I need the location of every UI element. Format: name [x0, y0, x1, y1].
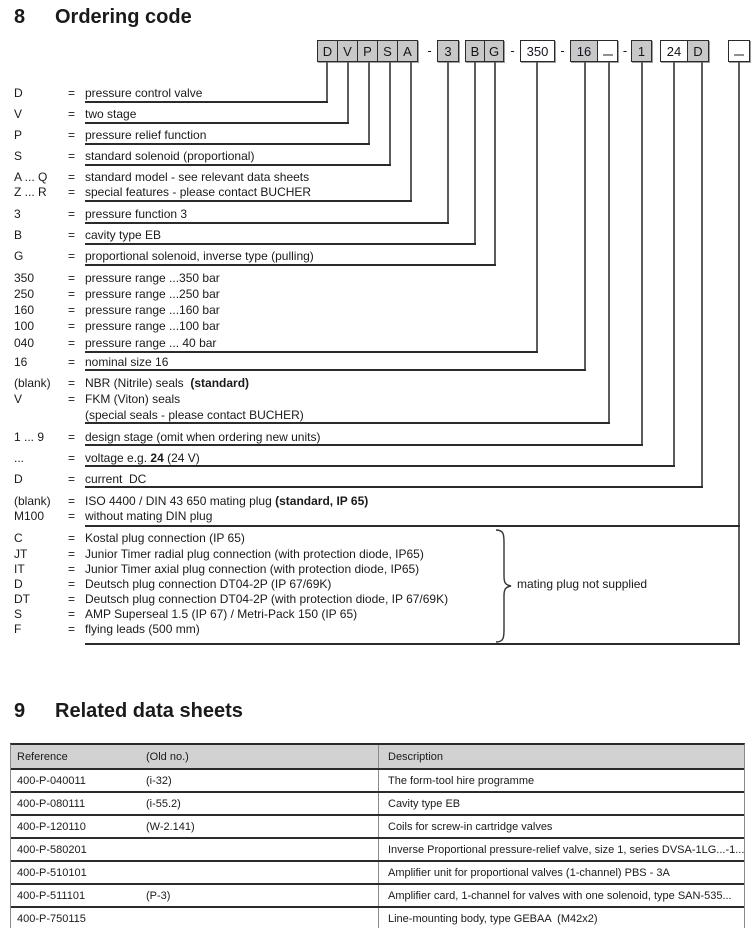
- row-description: flying leads (500 mm): [85, 622, 200, 636]
- ordering-code-row: [0, 336, 754, 352]
- row-description-segment: NBR (Nitrile) seals: [85, 376, 191, 390]
- row-description: standard model - see relevant data sheets: [85, 170, 310, 184]
- row-label: (blank): [14, 494, 51, 508]
- code-box-G: G: [484, 40, 504, 62]
- table-row: [11, 906, 744, 928]
- row-label: S: [14, 607, 23, 621]
- row-description: [85, 494, 368, 508]
- ordering-code-row: [0, 128, 754, 144]
- row-description: pressure range ...160 bar: [85, 303, 220, 317]
- row-label: JT: [14, 547, 28, 561]
- ordering-code-row: [0, 319, 754, 335]
- row-label: G: [14, 249, 24, 263]
- row-label: A ... Q: [14, 170, 48, 184]
- row-description: pressure range ...100 bar: [85, 319, 220, 333]
- row-label: V: [14, 107, 23, 121]
- row-equals: =: [68, 392, 76, 406]
- ordering-code-row: [0, 228, 754, 244]
- row-equals: =: [68, 472, 76, 486]
- row-label: (blank): [14, 376, 51, 390]
- code-box-D: D: [687, 40, 709, 62]
- code-separator-dash: -: [622, 43, 628, 58]
- row-label: 350: [14, 271, 35, 285]
- row-label: S: [14, 149, 23, 163]
- cell-reference: 400-P-580201: [17, 843, 87, 856]
- row-label: ...: [14, 451, 25, 465]
- row-equals: =: [68, 128, 76, 142]
- row-equals: =: [68, 107, 76, 121]
- ordering-code-row: [0, 408, 754, 424]
- ordering-code-row: [0, 562, 754, 578]
- cell-reference: 400-P-750115: [17, 912, 86, 925]
- ordering-code-row: [0, 287, 754, 303]
- row-description: pressure control valve: [85, 86, 203, 100]
- table-row: [11, 791, 744, 814]
- row-label: F: [14, 622, 22, 636]
- row-description: FKM (Viton) seals: [85, 392, 181, 406]
- row-equals: =: [68, 249, 76, 263]
- code-separator-dash: -: [427, 43, 432, 58]
- ordering-code-row: [0, 376, 754, 392]
- cell-reference: 400-P-040011: [17, 774, 86, 787]
- cell-old-no: (P-3): [146, 889, 171, 902]
- ordering-code-row: [0, 494, 754, 510]
- ordering-code-row: [0, 392, 754, 408]
- row-description: Junior Timer axial plug connection (with protection diode, IP65): [85, 562, 420, 576]
- row-description: Junior Timer radial plug connection (with protection diode, IP65): [85, 547, 424, 561]
- row-description: Kostal plug connection (IP 65): [85, 531, 245, 545]
- row-label: P: [14, 128, 23, 142]
- code-box-1: 1: [631, 40, 652, 62]
- cell-old-no: [146, 839, 378, 860]
- code-box-group: [728, 40, 750, 62]
- row-description: standard solenoid (proportional): [85, 149, 255, 163]
- row-description: [85, 376, 249, 390]
- connector-line-horizontal: [85, 643, 740, 645]
- ordering-code-row: [0, 430, 754, 446]
- ordering-code-row: [0, 355, 754, 371]
- row-description: current DC: [85, 472, 147, 486]
- cell-description: Inverse Proportional pressure-relief valve, size 1, series DVSA-1LG...-1...: [378, 839, 744, 860]
- row-label: D: [14, 472, 23, 486]
- table-row: [11, 837, 744, 860]
- table-header-row: [11, 745, 744, 768]
- row-equals: =: [68, 547, 76, 561]
- ordering-code-row: [0, 149, 754, 165]
- table-header-old-no: (Old no.): [146, 750, 189, 763]
- row-equals: =: [68, 86, 76, 100]
- code-box-group: [660, 40, 709, 62]
- row-equals: =: [68, 531, 76, 545]
- row-equals: =: [68, 228, 76, 242]
- row-description-segment: (standard): [190, 376, 250, 390]
- ordering-code-row: [0, 531, 754, 547]
- row-description: Deutsch plug connection DT04-2P (IP 67/69K): [85, 577, 332, 591]
- row-description: pressure range ... 40 bar: [85, 336, 217, 350]
- code-box-group: [317, 40, 418, 62]
- code-box-24: 24: [660, 40, 688, 62]
- row-label: IT: [14, 562, 25, 576]
- code-box-group: [570, 40, 618, 62]
- table-row: [11, 883, 744, 906]
- row-equals: =: [68, 170, 76, 184]
- cell-old-no: [146, 908, 378, 928]
- code-box-group: [437, 40, 459, 62]
- code-box-B: B: [465, 40, 485, 62]
- code-box-3: 3: [437, 40, 459, 62]
- row-description: pressure range ...250 bar: [85, 287, 220, 301]
- row-label: M100: [14, 509, 45, 523]
- ordering-code-row: [0, 509, 754, 525]
- section-9-heading: [0, 700, 754, 724]
- row-equals: =: [68, 607, 76, 621]
- section-8-number: 8: [14, 6, 26, 28]
- row-equals: =: [68, 592, 76, 606]
- row-equals: =: [68, 185, 76, 199]
- row-description: pressure range ...350 bar: [85, 271, 220, 285]
- cell-description: Cavity type EB: [378, 793, 744, 814]
- connector-line-horizontal: [85, 525, 740, 527]
- row-label: D: [14, 86, 23, 100]
- table-row: [11, 860, 744, 883]
- code-box-group: [465, 40, 504, 62]
- ordering-code-row: [0, 185, 754, 201]
- cell-description: Amplifier card, 1-channel for valves with one solenoid, type SAN-535...: [378, 885, 744, 906]
- cell-description: Coils for screw-in cartridge valves: [378, 816, 744, 837]
- row-description: pressure relief function: [85, 128, 207, 142]
- cell-description: Amplifier unit for proportional valves (1-channel) PBS - 3A: [378, 862, 744, 883]
- code-box-V: V: [337, 40, 358, 62]
- ordering-code-row: [0, 303, 754, 319]
- row-equals: =: [68, 319, 76, 333]
- mating-plug-note: mating plug not supplied: [517, 577, 648, 591]
- row-description-segment: voltage e.g.: [85, 451, 151, 465]
- code-box-P: P: [357, 40, 378, 62]
- row-description-segment: 24: [150, 451, 164, 465]
- section-9-title: Related data sheets: [55, 700, 243, 722]
- row-label: Z ... R: [14, 185, 47, 199]
- row-label: 16: [14, 355, 28, 369]
- ordering-code-row: [0, 107, 754, 123]
- code-box-blank: [728, 40, 750, 62]
- code-box-group: [520, 40, 555, 62]
- table-row: [11, 814, 744, 837]
- row-equals: =: [68, 336, 76, 350]
- code-box-16: 16: [570, 40, 598, 62]
- row-label: V: [14, 392, 23, 406]
- row-description: special features - please contact BUCHER: [85, 185, 312, 199]
- row-description: two stage: [85, 107, 137, 121]
- row-description: pressure function 3: [85, 207, 188, 221]
- blank-field-mark: [603, 54, 613, 56]
- cell-old-no: [146, 862, 378, 883]
- row-equals: =: [68, 562, 76, 576]
- code-box-S: S: [377, 40, 398, 62]
- row-equals: =: [68, 451, 76, 465]
- cell-reference: 400-P-120110: [17, 820, 86, 833]
- table-header-description: Description: [378, 745, 744, 768]
- row-description: proportional solenoid, inverse type (pulling): [85, 249, 314, 263]
- code-separator-dash: -: [560, 43, 565, 58]
- ordering-code-row: [0, 249, 754, 265]
- row-label: 250: [14, 287, 35, 301]
- table-header-reference: Reference: [17, 750, 68, 763]
- row-description: AMP Superseal 1.5 (IP 67) / Metri-Pack 150 (IP 65): [85, 607, 358, 621]
- section-8-title: Ordering code: [55, 6, 192, 28]
- row-equals: =: [68, 494, 76, 508]
- row-equals: =: [68, 271, 76, 285]
- row-label: 100: [14, 319, 35, 333]
- ordering-code-row: [0, 170, 754, 186]
- ordering-code-row: [0, 451, 754, 467]
- ordering-code-row: [0, 592, 754, 608]
- curly-brace-icon: [494, 528, 512, 644]
- row-equals: =: [68, 207, 76, 221]
- code-box-group: [631, 40, 652, 62]
- row-equals: =: [68, 509, 76, 523]
- cell-description: The form-tool hire programme: [378, 770, 744, 791]
- row-description: without mating DIN plug: [85, 509, 213, 523]
- row-description: design stage (omit when ordering new units): [85, 430, 321, 444]
- cell-reference: 400-P-511101: [17, 889, 86, 902]
- row-description-segment: (24 V): [163, 451, 200, 465]
- row-label: 160: [14, 303, 35, 317]
- row-label: B: [14, 228, 23, 242]
- row-description: [85, 451, 200, 465]
- code-box-blank: [597, 40, 618, 62]
- cell-description: Line-mounting body, type GEBAA (M42x2): [378, 908, 744, 928]
- row-label: D: [14, 577, 23, 591]
- row-equals: =: [68, 430, 76, 444]
- row-equals: =: [68, 287, 76, 301]
- ordering-code-row: [0, 207, 754, 223]
- row-equals: =: [68, 376, 76, 390]
- row-equals: =: [68, 577, 76, 591]
- row-description: (special seals - please contact BUCHER): [85, 408, 304, 422]
- ordering-code-row: [0, 622, 754, 638]
- section-9-number: 9: [14, 700, 26, 722]
- row-description: cavity type EB: [85, 228, 162, 242]
- cell-old-no: (i-32): [146, 774, 172, 787]
- table-row: [11, 768, 744, 791]
- cell-reference: 400-P-080111: [17, 797, 86, 810]
- ordering-code-row: [0, 472, 754, 488]
- row-description: Deutsch plug connection DT04-2P (with protection diode, IP 67/69K): [85, 592, 449, 606]
- row-label: 040: [14, 336, 35, 350]
- code-separator-dash: -: [510, 43, 515, 58]
- row-equals: =: [68, 149, 76, 163]
- ordering-code-row: [0, 547, 754, 563]
- code-box-350: 350: [520, 40, 555, 62]
- blank-field-mark: [734, 54, 744, 56]
- row-equals: =: [68, 303, 76, 317]
- row-label: 3: [14, 207, 21, 221]
- row-equals: =: [68, 355, 76, 369]
- ordering-code-row: [0, 607, 754, 623]
- row-description-segment: (standard, IP 65): [275, 494, 369, 508]
- code-box-D: D: [317, 40, 338, 62]
- cell-reference: 400-P-510101: [17, 866, 87, 879]
- cell-old-no: (W-2.141): [146, 820, 195, 833]
- row-label: C: [14, 531, 23, 545]
- related-data-sheets-table: [10, 743, 745, 928]
- row-equals: =: [68, 622, 76, 636]
- ordering-code-row: [0, 86, 754, 102]
- row-description-segment: ISO 4400 / DIN 43 650 mating plug: [85, 494, 276, 508]
- row-description: nominal size 16: [85, 355, 169, 369]
- row-label: DT: [14, 592, 30, 606]
- cell-old-no: (i-55.2): [146, 797, 181, 810]
- code-box-A: A: [397, 40, 418, 62]
- section-8-heading: [0, 6, 754, 30]
- ordering-code-row: [0, 271, 754, 287]
- row-label: 1 ... 9: [14, 430, 45, 444]
